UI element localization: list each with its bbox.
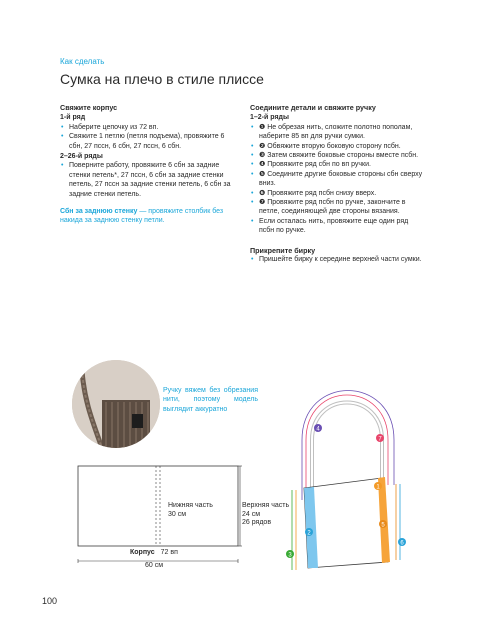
- marker-4-label: 4: [316, 426, 320, 433]
- marker-3: [286, 550, 294, 559]
- body-stitch-label: [130, 549, 178, 558]
- marker-7-label: 7: [378, 436, 382, 443]
- rows2-label: 2–26-й ряды: [60, 153, 103, 161]
- list-item: • ❹ Провяжите ряд сбн по вп ручки.: [250, 160, 425, 169]
- list-item: • ❼ Провяжите ряд псбн по ручке, закончите в петле, соединяющей две стороны вязания.: [250, 198, 425, 217]
- marker-5-label: 5: [381, 522, 385, 529]
- body-stitches: 72 вп: [160, 549, 178, 556]
- join-rows-label: 1–2-й ряды: [250, 114, 289, 122]
- marker-6: [398, 538, 406, 547]
- list-item: • ❷ Обвяжите вторую боковую сторону псбн.: [250, 142, 425, 151]
- top-part-name: Верхняя часть: [242, 502, 290, 509]
- page-title: Сумка на плечо в стиле плиссе: [60, 71, 264, 87]
- note-text: — провяжите столбик без накида за заднюю стенку петли.: [60, 208, 224, 225]
- top-part-rows: 26 рядов: [242, 519, 272, 526]
- bottom-part-name: Нижняя часть: [168, 502, 213, 509]
- assembly-diagram: [282, 380, 422, 580]
- list-item: • Пришейте бирку к середине верхней части сумки.: [250, 255, 425, 264]
- marker-6-label: 6: [400, 540, 404, 547]
- page-number: 100: [42, 596, 58, 606]
- tag-heading: Прикрепите бирку: [250, 245, 316, 255]
- marker-4: [314, 424, 322, 433]
- marker-1-label: 1: [376, 484, 380, 491]
- bag-photo: [72, 360, 160, 448]
- body-width-label: 60 см: [145, 562, 164, 569]
- list-item: • Свяжите 1 петлю (петля подъема), провяжите 6 сбн, 27 пссн, 6 сбн, 27 пссн, 6 сбн.: [60, 132, 238, 151]
- bottom-part-label: [168, 502, 213, 519]
- tag-list: [250, 255, 425, 264]
- list-item: • ❻ Провяжите ряд псбн снизу вверх.: [250, 189, 425, 198]
- list-item: • Поверните работу, провяжите 6 сбн за задние стенки петель*, 27 пссн, 6 сбн за задние стенки петель, 27 пссн за задние стенки петель, 6 сбн за задние стенки петель.: [60, 161, 238, 199]
- bag-photo-drawing: [72, 360, 160, 448]
- handle-callout: Ручку вяжем без обрезания нити, поэтому модель выглядит аккуратно: [163, 387, 258, 413]
- note-term: Сбн за заднюю стенку: [60, 208, 138, 216]
- row1-list: [60, 123, 238, 151]
- bottom-part-size: 30 см: [168, 510, 187, 518]
- marker-3-label: 3: [288, 552, 292, 559]
- rows2-list: [60, 161, 238, 199]
- join-list: [250, 123, 425, 236]
- back-loop-note: [60, 207, 238, 226]
- join-heading: Соедините детали и свяжите ручку: [250, 103, 376, 112]
- list-item: • ❸ Затем свяжите боковые стороны вместе псбн.: [250, 151, 425, 160]
- top-part-size: 24 см: [242, 510, 261, 518]
- left-column: [60, 103, 238, 226]
- list-item: • Наберите цепочку из 72 вп.: [60, 123, 238, 132]
- body-name: Корпус: [130, 549, 155, 556]
- body-rectangle: [78, 466, 238, 546]
- marker-2-label: 2: [307, 530, 311, 537]
- right-column: [250, 103, 425, 265]
- list-item: • ❶ Не обрезая нить, сложите полотно пополам, наберите 85 вп для ручки сумки.: [250, 123, 425, 142]
- row1-label: 1-й ряд: [60, 114, 86, 122]
- list-item: • ❺ Соедините другие боковые стороны сбн сверху вниз.: [250, 170, 425, 189]
- list-item: • Если осталась нить, провяжите еще один ряд псбн по ручке.: [250, 217, 425, 236]
- section-kicker: Как сделать: [60, 57, 105, 66]
- body-heading: Свяжите корпус: [60, 103, 118, 112]
